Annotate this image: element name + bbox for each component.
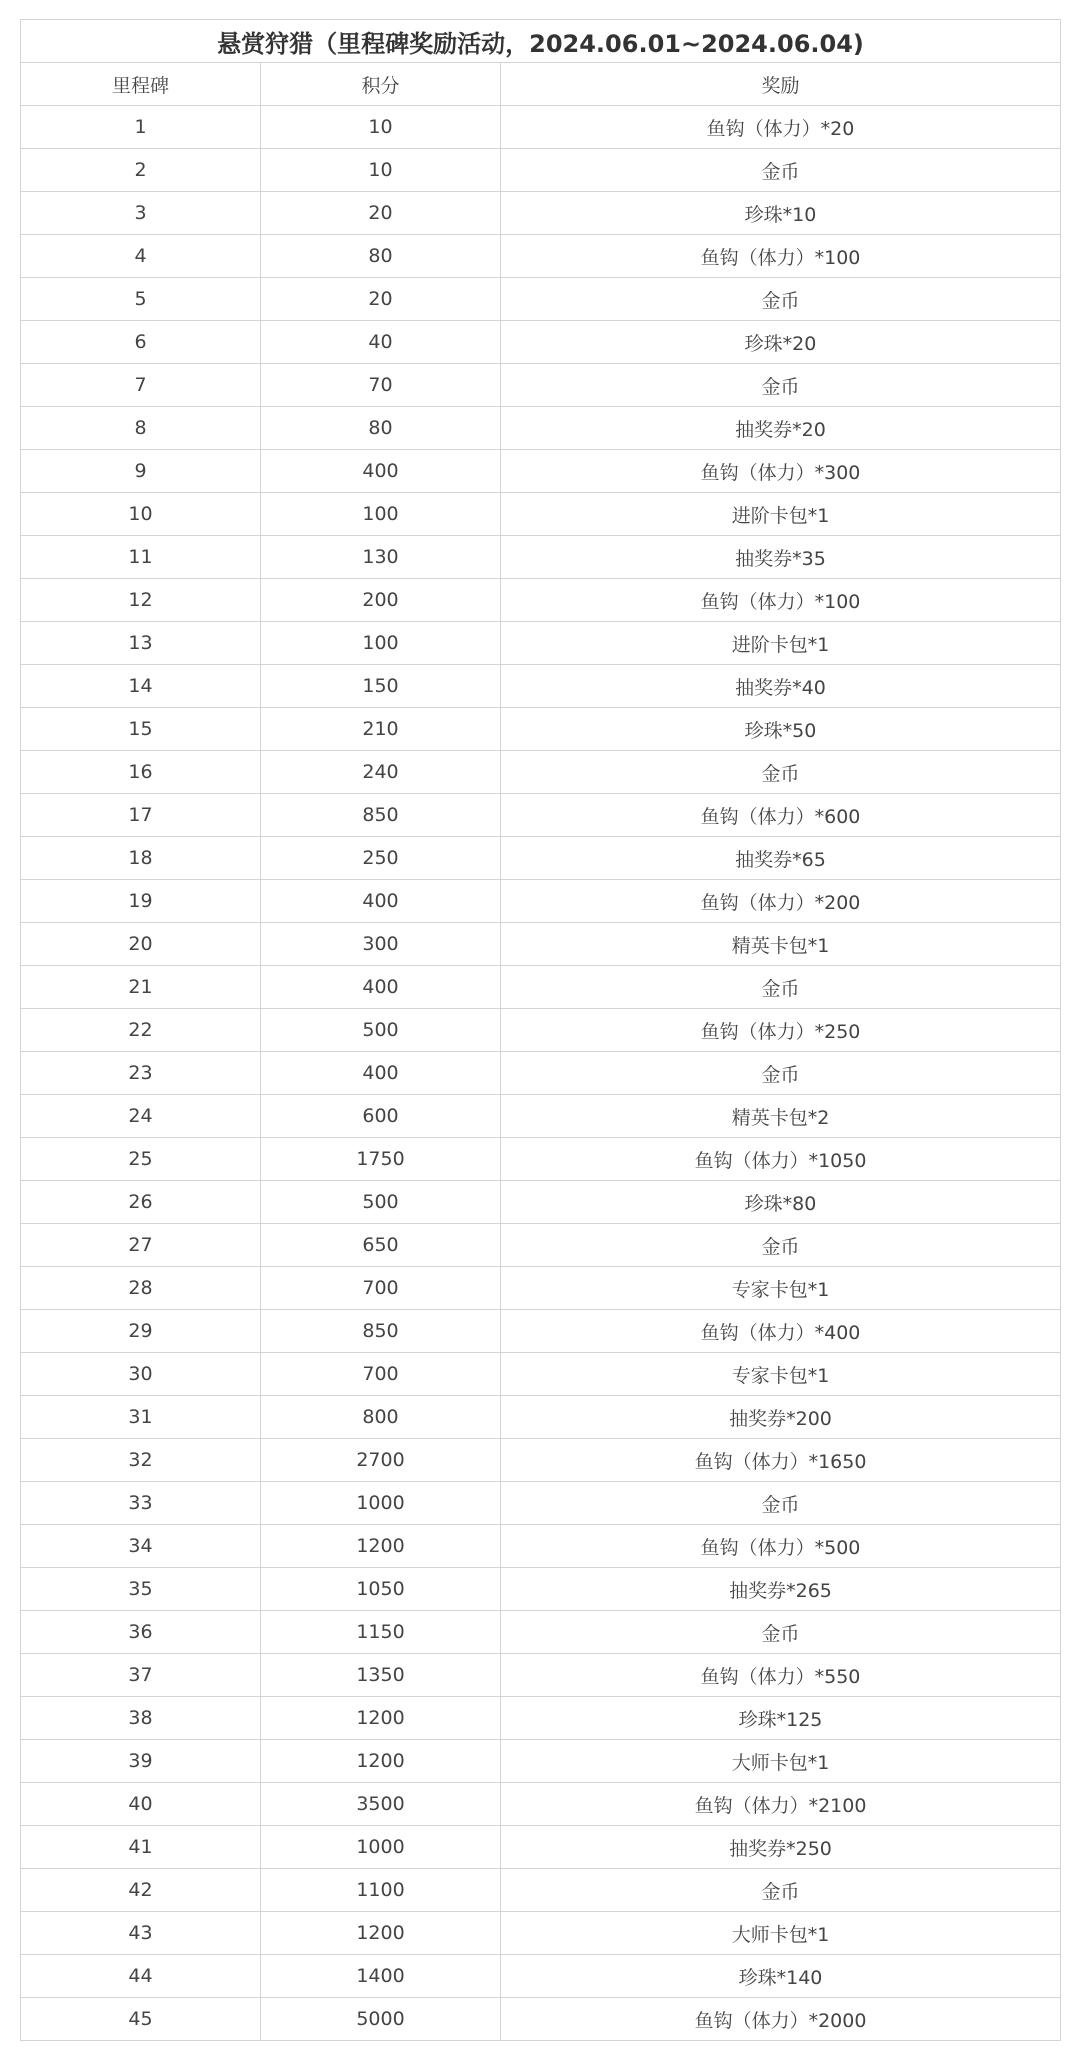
points-cell: 300 <box>261 923 501 966</box>
table-row <box>21 1740 1061 1783</box>
reward-cell: 进阶卡包*1 <box>501 622 1061 665</box>
table-row <box>21 1396 1061 1439</box>
table-row <box>21 364 1061 407</box>
table-row <box>21 1611 1061 1654</box>
milestone-cell: 22 <box>21 1009 261 1052</box>
milestone-cell: 32 <box>21 1439 261 1482</box>
milestone-cell: 30 <box>21 1353 261 1396</box>
table-row <box>21 665 1061 708</box>
milestone-cell: 7 <box>21 364 261 407</box>
table-row <box>21 1998 1061 2041</box>
reward-cell: 精英卡包*1 <box>501 923 1061 966</box>
points-cell: 100 <box>261 622 501 665</box>
table-row <box>21 1439 1061 1482</box>
table-row <box>21 278 1061 321</box>
points-cell: 1350 <box>261 1654 501 1697</box>
reward-cell: 鱼钩（体力）*200 <box>501 880 1061 923</box>
points-cell: 240 <box>261 751 501 794</box>
reward-cell: 珍珠*20 <box>501 321 1061 364</box>
points-cell: 250 <box>261 837 501 880</box>
table-row <box>21 794 1061 837</box>
milestone-cell: 19 <box>21 880 261 923</box>
reward-cell: 鱼钩（体力）*500 <box>501 1525 1061 1568</box>
reward-cell: 金币 <box>501 751 1061 794</box>
points-cell: 40 <box>261 321 501 364</box>
table-title-row <box>21 20 1061 63</box>
reward-cell: 金币 <box>501 1482 1061 1525</box>
table-row <box>21 1826 1061 1869</box>
milestone-cell: 27 <box>21 1224 261 1267</box>
points-cell: 1200 <box>261 1525 501 1568</box>
table-row <box>21 1869 1061 1912</box>
milestone-cell: 4 <box>21 235 261 278</box>
reward-cell: 鱼钩（体力）*550 <box>501 1654 1061 1697</box>
milestone-cell: 14 <box>21 665 261 708</box>
reward-cell: 珍珠*10 <box>501 192 1061 235</box>
table-row <box>21 1310 1061 1353</box>
reward-cell: 鱼钩（体力）*2100 <box>501 1783 1061 1826</box>
milestone-cell: 42 <box>21 1869 261 1912</box>
table-row <box>21 1138 1061 1181</box>
reward-cell: 金币 <box>501 278 1061 321</box>
reward-cell: 抽奖券*40 <box>501 665 1061 708</box>
points-cell: 1200 <box>261 1912 501 1955</box>
table-row <box>21 1697 1061 1740</box>
reward-cell: 专家卡包*1 <box>501 1267 1061 1310</box>
milestone-cell: 3 <box>21 192 261 235</box>
reward-cell: 金币 <box>501 1611 1061 1654</box>
reward-cell: 鱼钩（体力）*100 <box>501 235 1061 278</box>
table-row <box>21 450 1061 493</box>
table-row <box>21 1052 1061 1095</box>
milestone-cell: 34 <box>21 1525 261 1568</box>
reward-cell: 金币 <box>501 1052 1061 1095</box>
points-cell: 1000 <box>261 1826 501 1869</box>
reward-cell: 鱼钩（体力）*2000 <box>501 1998 1061 2041</box>
table-row <box>21 1525 1061 1568</box>
milestone-cell: 17 <box>21 794 261 837</box>
milestone-cell: 2 <box>21 149 261 192</box>
milestone-cell: 13 <box>21 622 261 665</box>
milestone-cell: 43 <box>21 1912 261 1955</box>
reward-cell: 抽奖券*20 <box>501 407 1061 450</box>
points-cell: 700 <box>261 1353 501 1396</box>
table-row <box>21 1224 1061 1267</box>
table-row <box>21 837 1061 880</box>
reward-cell: 专家卡包*1 <box>501 1353 1061 1396</box>
points-cell: 100 <box>261 493 501 536</box>
milestone-cell: 9 <box>21 450 261 493</box>
reward-cell: 珍珠*80 <box>501 1181 1061 1224</box>
reward-cell: 鱼钩（体力）*600 <box>501 794 1061 837</box>
reward-cell: 珍珠*50 <box>501 708 1061 751</box>
table-row <box>21 192 1061 235</box>
table-row <box>21 536 1061 579</box>
points-cell: 400 <box>261 450 501 493</box>
points-cell: 500 <box>261 1181 501 1224</box>
table-row <box>21 1912 1061 1955</box>
milestone-cell: 25 <box>21 1138 261 1181</box>
table-row <box>21 1783 1061 1826</box>
reward-cell: 金币 <box>501 1224 1061 1267</box>
reward-cell: 鱼钩（体力）*400 <box>501 1310 1061 1353</box>
milestone-cell: 45 <box>21 1998 261 2041</box>
reward-cell: 抽奖券*250 <box>501 1826 1061 1869</box>
points-cell: 10 <box>261 106 501 149</box>
reward-cell: 抽奖券*200 <box>501 1396 1061 1439</box>
milestone-cell: 33 <box>21 1482 261 1525</box>
milestone-cell: 8 <box>21 407 261 450</box>
milestone-cell: 24 <box>21 1095 261 1138</box>
table-row <box>21 1353 1061 1396</box>
reward-cell: 鱼钩（体力）*1050 <box>501 1138 1061 1181</box>
milestone-cell: 20 <box>21 923 261 966</box>
reward-cell: 金币 <box>501 364 1061 407</box>
table-row <box>21 966 1061 1009</box>
reward-cell: 鱼钩（体力）*300 <box>501 450 1061 493</box>
milestone-table-container <box>20 19 1060 2041</box>
points-cell: 200 <box>261 579 501 622</box>
milestone-cell: 6 <box>21 321 261 364</box>
points-cell: 400 <box>261 1052 501 1095</box>
reward-cell: 大师卡包*1 <box>501 1740 1061 1783</box>
reward-cell: 金币 <box>501 149 1061 192</box>
table-row <box>21 622 1061 665</box>
milestone-cell: 10 <box>21 493 261 536</box>
milestone-cell: 41 <box>21 1826 261 1869</box>
reward-cell: 抽奖券*35 <box>501 536 1061 579</box>
points-cell: 1050 <box>261 1568 501 1611</box>
milestone-cell: 35 <box>21 1568 261 1611</box>
milestone-cell: 12 <box>21 579 261 622</box>
points-cell: 80 <box>261 235 501 278</box>
milestone-cell: 36 <box>21 1611 261 1654</box>
points-cell: 130 <box>261 536 501 579</box>
table-row <box>21 493 1061 536</box>
points-cell: 80 <box>261 407 501 450</box>
table-row <box>21 880 1061 923</box>
milestone-cell: 37 <box>21 1654 261 1697</box>
milestone-cell: 16 <box>21 751 261 794</box>
milestone-cell: 40 <box>21 1783 261 1826</box>
table-body <box>21 106 1061 2041</box>
column-header-milestone: 里程碑 <box>21 63 261 106</box>
table-row <box>21 149 1061 192</box>
points-cell: 3500 <box>261 1783 501 1826</box>
table-row <box>21 1267 1061 1310</box>
reward-cell: 进阶卡包*1 <box>501 493 1061 536</box>
milestone-cell: 11 <box>21 536 261 579</box>
table-row <box>21 407 1061 450</box>
reward-cell: 珍珠*125 <box>501 1697 1061 1740</box>
points-cell: 70 <box>261 364 501 407</box>
points-cell: 800 <box>261 1396 501 1439</box>
reward-cell: 金币 <box>501 1869 1061 1912</box>
reward-cell: 金币 <box>501 966 1061 1009</box>
table-row <box>21 1009 1061 1052</box>
table-title: 悬赏狩猎（里程碑奖励活动，2024.06.01~2024.06.04) <box>21 20 1061 63</box>
points-cell: 2700 <box>261 1439 501 1482</box>
points-cell: 850 <box>261 1310 501 1353</box>
reward-cell: 鱼钩（体力）*1650 <box>501 1439 1061 1482</box>
points-cell: 1750 <box>261 1138 501 1181</box>
reward-cell: 鱼钩（体力）*20 <box>501 106 1061 149</box>
milestone-cell: 18 <box>21 837 261 880</box>
milestone-cell: 28 <box>21 1267 261 1310</box>
points-cell: 1200 <box>261 1697 501 1740</box>
table-row <box>21 106 1061 149</box>
table-row <box>21 1568 1061 1611</box>
milestone-cell: 15 <box>21 708 261 751</box>
points-cell: 600 <box>261 1095 501 1138</box>
table-row <box>21 923 1061 966</box>
table-row <box>21 751 1061 794</box>
reward-cell: 精英卡包*2 <box>501 1095 1061 1138</box>
milestone-cell: 29 <box>21 1310 261 1353</box>
points-cell: 20 <box>261 278 501 321</box>
points-cell: 650 <box>261 1224 501 1267</box>
reward-cell: 抽奖券*65 <box>501 837 1061 880</box>
points-cell: 700 <box>261 1267 501 1310</box>
points-cell: 1150 <box>261 1611 501 1654</box>
table-row <box>21 1955 1061 1998</box>
column-header-reward: 奖励 <box>501 63 1061 106</box>
points-cell: 1400 <box>261 1955 501 1998</box>
reward-cell: 珍珠*140 <box>501 1955 1061 1998</box>
reward-cell: 鱼钩（体力）*250 <box>501 1009 1061 1052</box>
table-row <box>21 708 1061 751</box>
points-cell: 1200 <box>261 1740 501 1783</box>
points-cell: 500 <box>261 1009 501 1052</box>
milestone-cell: 21 <box>21 966 261 1009</box>
table-row <box>21 235 1061 278</box>
points-cell: 5000 <box>261 1998 501 2041</box>
points-cell: 400 <box>261 880 501 923</box>
milestone-cell: 44 <box>21 1955 261 1998</box>
milestone-cell: 5 <box>21 278 261 321</box>
table-row <box>21 579 1061 622</box>
table-row <box>21 321 1061 364</box>
milestone-cell: 31 <box>21 1396 261 1439</box>
points-cell: 210 <box>261 708 501 751</box>
milestone-cell: 26 <box>21 1181 261 1224</box>
column-header-points: 积分 <box>261 63 501 106</box>
points-cell: 1100 <box>261 1869 501 1912</box>
table-row <box>21 1095 1061 1138</box>
table-row <box>21 1482 1061 1525</box>
milestone-cell: 23 <box>21 1052 261 1095</box>
milestone-reward-table <box>20 19 1061 2041</box>
reward-cell: 大师卡包*1 <box>501 1912 1061 1955</box>
points-cell: 850 <box>261 794 501 837</box>
points-cell: 1000 <box>261 1482 501 1525</box>
table-row <box>21 1654 1061 1697</box>
points-cell: 20 <box>261 192 501 235</box>
reward-cell: 鱼钩（体力）*100 <box>501 579 1061 622</box>
points-cell: 10 <box>261 149 501 192</box>
milestone-cell: 38 <box>21 1697 261 1740</box>
reward-cell: 抽奖券*265 <box>501 1568 1061 1611</box>
table-header-row <box>21 63 1061 106</box>
points-cell: 400 <box>261 966 501 1009</box>
points-cell: 150 <box>261 665 501 708</box>
milestone-cell: 39 <box>21 1740 261 1783</box>
table-row <box>21 1181 1061 1224</box>
milestone-cell: 1 <box>21 106 261 149</box>
